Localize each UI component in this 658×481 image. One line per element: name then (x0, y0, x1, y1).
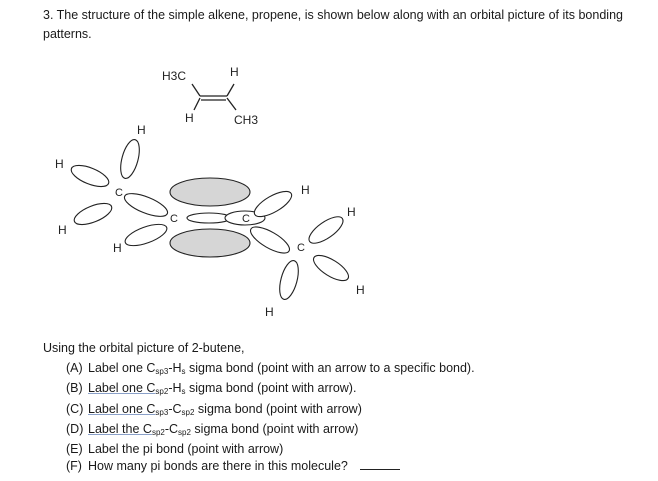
part-text: sigma bond (point with arrow). (185, 381, 357, 396)
part-e (66, 441, 475, 458)
subscript: sp3 (155, 407, 169, 417)
subscript: s (181, 367, 186, 376)
subscript: sp2 (178, 427, 191, 437)
subscript: sp3 (155, 367, 169, 376)
carbon-label-left: C (115, 187, 123, 199)
carbon-label-center-right: C (242, 213, 250, 225)
h-label-2: H (55, 157, 64, 171)
part-a (66, 360, 475, 380)
h-label-3: H (58, 223, 67, 237)
carbon-label-center-left: C (170, 213, 178, 225)
h-label-8: H (265, 305, 274, 319)
part-text: sigma bond (point with arrow) (190, 421, 359, 436)
part-text: Label one C (88, 381, 156, 396)
subscript: sp2 (155, 387, 169, 397)
h-label-5: H (301, 183, 310, 197)
h-top-label: H (230, 65, 239, 79)
part-c (66, 401, 475, 421)
part-label: (D) (66, 421, 84, 436)
part-text: Label the C (88, 421, 152, 436)
part-label: (C) (66, 401, 84, 416)
skeletal-structure (192, 84, 236, 110)
pi-lobe-bottom (170, 229, 250, 257)
h-label-1: H (137, 123, 146, 137)
part-text: sigma bond (point with arrow) (194, 401, 362, 416)
subscript: s (181, 387, 186, 397)
part-f (66, 458, 475, 475)
part-text: Label one C (88, 361, 156, 375)
part-text: Label one C (88, 401, 156, 416)
h-label-7: H (356, 283, 365, 297)
part-text: -H (168, 381, 182, 396)
prompt-text: Using the orbital picture of 2-butene, (43, 341, 245, 355)
question-parts (66, 360, 475, 476)
part-b (66, 380, 475, 400)
part-label: (E) (66, 442, 83, 457)
ch3-label: CH3 (234, 113, 259, 127)
part-label: (F) (66, 459, 82, 474)
pi-lobe-top (170, 178, 250, 206)
part-text: -C (164, 421, 179, 436)
h-label-4: H (113, 241, 122, 255)
part-text: sigma bond (point with an arrow to a specific bond). (185, 361, 475, 375)
h-bottom-label: H (185, 111, 194, 125)
part-text: -H (168, 361, 182, 375)
part-d (66, 421, 475, 441)
h-label-6: H (347, 205, 356, 219)
part-label: (B) (66, 381, 83, 396)
subscript: sp2 (151, 427, 165, 437)
subscript: sp2 (181, 407, 195, 417)
carbon-label-right: C (297, 242, 305, 254)
orbital-diagram (68, 138, 352, 302)
h3c-label: H3C (162, 69, 187, 83)
part-text: -C (168, 401, 182, 416)
part-label: (A) (66, 361, 83, 375)
answer-blank[interactable] (360, 469, 400, 470)
part-text: How many pi bonds are there in this molecule? (88, 459, 348, 474)
part-text: Label the pi bond (point with arrow) (88, 442, 284, 457)
question-text: 3. The structure of the simple alkene, propene, is shown below along with an orbital picture of its bonding patterns. (43, 8, 623, 41)
